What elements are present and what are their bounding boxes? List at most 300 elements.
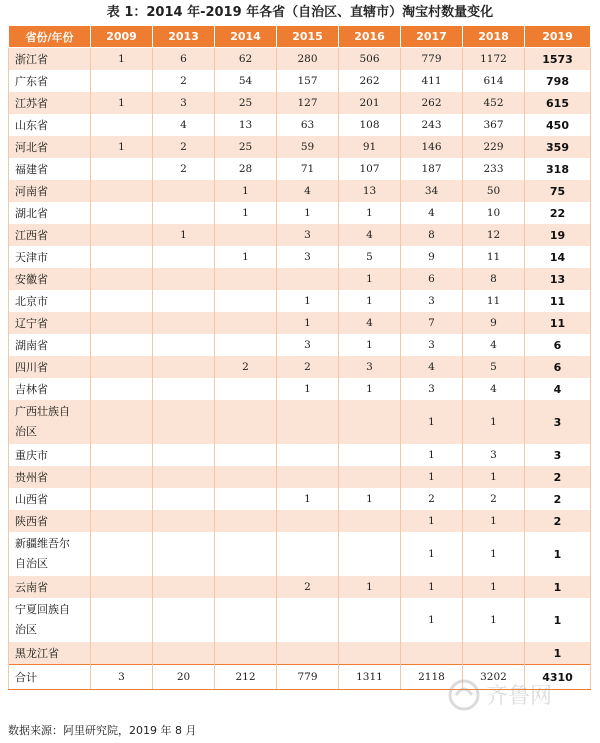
province-name: 黑龙江省 <box>15 647 59 660</box>
value-cell: 54 <box>215 70 277 92</box>
value-cell <box>91 312 153 334</box>
province-cell <box>9 312 91 334</box>
value-cell: 157 <box>277 70 339 92</box>
value-cell: 1 <box>277 378 339 400</box>
value-cell: 6 <box>401 268 463 290</box>
value-2019: 6 <box>525 334 591 356</box>
value-cell: 411 <box>401 70 463 92</box>
header-year: 2013 <box>153 26 215 48</box>
province-name: 重庆市 <box>15 449 48 462</box>
province-cell <box>9 92 91 114</box>
table-row <box>9 356 591 378</box>
table-row <box>9 114 591 136</box>
table-row <box>9 334 591 356</box>
value-cell: 8 <box>463 268 525 290</box>
value-2019: 3 <box>525 444 591 466</box>
value-cell <box>215 598 277 642</box>
value-cell: 233 <box>463 158 525 180</box>
value-cell <box>91 114 153 136</box>
value-cell: 1 <box>339 488 401 510</box>
table-row <box>9 642 591 665</box>
value-cell <box>215 290 277 312</box>
value-cell: 1 <box>91 48 153 71</box>
value-cell: 779 <box>401 48 463 71</box>
header-year: 2014 <box>215 26 277 48</box>
province-cell <box>9 158 91 180</box>
value-cell <box>91 268 153 290</box>
value-cell: 3 <box>277 224 339 246</box>
value-cell <box>339 466 401 488</box>
value-cell: 7 <box>401 312 463 334</box>
value-cell <box>215 224 277 246</box>
province-cell <box>9 378 91 400</box>
value-cell: 12 <box>463 224 525 246</box>
value-2019: 2 <box>525 488 591 510</box>
value-cell: 3 <box>153 92 215 114</box>
province-cell <box>9 576 91 598</box>
value-2019: 6 <box>525 356 591 378</box>
table-row <box>9 466 591 488</box>
value-cell: 367 <box>463 114 525 136</box>
province-name: 山东省 <box>15 119 48 132</box>
value-cell <box>91 598 153 642</box>
value-cell: 187 <box>401 158 463 180</box>
value-cell <box>91 70 153 92</box>
province-name: 治区 <box>15 623 37 636</box>
table-row <box>9 92 591 114</box>
value-cell: 280 <box>277 48 339 71</box>
value-cell: 1 <box>215 180 277 202</box>
value-cell <box>153 642 215 665</box>
province-name: 广东省 <box>15 75 48 88</box>
value-2019: 1 <box>525 576 591 598</box>
value-cell <box>153 334 215 356</box>
province-name: 江苏省 <box>15 97 48 110</box>
value-cell: 108 <box>339 114 401 136</box>
province-cell <box>9 246 91 268</box>
header-year: 2015 <box>277 26 339 48</box>
value-cell <box>215 576 277 598</box>
value-cell: 1 <box>339 290 401 312</box>
value-cell: 25 <box>215 136 277 158</box>
value-2019: 1573 <box>525 48 591 71</box>
value-2019: 2 <box>525 466 591 488</box>
value-cell: 1 <box>463 466 525 488</box>
province-name: 山西省 <box>15 493 48 506</box>
value-cell: 1172 <box>463 48 525 71</box>
value-cell: 2 <box>277 576 339 598</box>
value-cell <box>215 444 277 466</box>
province-cell <box>9 488 91 510</box>
value-2019: 450 <box>525 114 591 136</box>
value-cell <box>91 158 153 180</box>
value-2019: 11 <box>525 312 591 334</box>
value-cell: 1 <box>339 268 401 290</box>
value-2019: 14 <box>525 246 591 268</box>
table-row <box>9 312 591 334</box>
value-2019: 318 <box>525 158 591 180</box>
value-cell <box>91 510 153 532</box>
table-row <box>9 70 591 92</box>
province-cell <box>9 224 91 246</box>
province-cell <box>9 290 91 312</box>
value-cell: 2 <box>277 356 339 378</box>
value-cell: 1 <box>277 290 339 312</box>
value-cell: 262 <box>401 92 463 114</box>
value-cell: 1 <box>401 598 463 642</box>
value-cell <box>91 400 153 444</box>
value-cell <box>153 466 215 488</box>
province-cell <box>9 202 91 224</box>
value-cell: 2 <box>215 356 277 378</box>
value-cell <box>153 400 215 444</box>
value-cell: 2 <box>153 136 215 158</box>
value-cell <box>91 224 153 246</box>
value-cell <box>277 466 339 488</box>
value-cell <box>153 444 215 466</box>
value-cell <box>153 378 215 400</box>
value-cell <box>277 510 339 532</box>
province-name: 自治区 <box>15 557 48 570</box>
value-cell: 1 <box>215 202 277 224</box>
value-cell: 229 <box>463 136 525 158</box>
header-year: 2017 <box>401 26 463 48</box>
value-2019: 798 <box>525 70 591 92</box>
data-table <box>8 25 591 690</box>
value-2019: 615 <box>525 92 591 114</box>
value-cell: 127 <box>277 92 339 114</box>
total-value: 4310 <box>525 665 591 690</box>
value-cell: 3 <box>339 356 401 378</box>
province-cell <box>9 334 91 356</box>
value-cell <box>401 642 463 665</box>
value-cell <box>91 180 153 202</box>
province-name: 辽宁省 <box>15 317 48 330</box>
value-cell: 3 <box>277 334 339 356</box>
value-cell: 1 <box>277 488 339 510</box>
table-title: 表 1：2014 年-2019 年各省（自治区、直辖市）淘宝村数量变化 <box>106 5 494 20</box>
watermark-text: 齐鲁网 <box>486 684 553 709</box>
value-cell <box>277 598 339 642</box>
total-value: 20 <box>153 665 215 690</box>
value-2019: 359 <box>525 136 591 158</box>
total-label: 合计 <box>9 665 91 690</box>
value-cell <box>153 576 215 598</box>
table-row <box>9 444 591 466</box>
value-cell: 1 <box>91 136 153 158</box>
total-value: 3 <box>91 665 153 690</box>
value-cell: 11 <box>463 246 525 268</box>
source-note: 数据来源：阿里研究院，2019 年 8 月 <box>8 724 197 737</box>
province-name: 宁夏回族自 <box>15 603 70 616</box>
total-value: 2118 <box>401 665 463 690</box>
value-cell <box>339 642 401 665</box>
table-row <box>9 268 591 290</box>
value-cell: 10 <box>463 202 525 224</box>
province-name: 安徽省 <box>15 273 48 286</box>
value-cell: 1 <box>339 202 401 224</box>
value-cell <box>91 356 153 378</box>
value-cell: 5 <box>339 246 401 268</box>
province-cell <box>9 400 91 444</box>
province-name: 四川省 <box>15 361 48 374</box>
value-cell <box>339 444 401 466</box>
province-name: 浙江省 <box>15 53 48 66</box>
value-cell <box>91 466 153 488</box>
value-cell: 9 <box>401 246 463 268</box>
value-cell: 2 <box>153 70 215 92</box>
table-row <box>9 48 591 71</box>
value-cell <box>339 532 401 576</box>
province-name: 北京市 <box>15 295 48 308</box>
value-cell: 4 <box>401 202 463 224</box>
value-cell: 2 <box>463 488 525 510</box>
table-row <box>9 202 591 224</box>
value-cell: 243 <box>401 114 463 136</box>
province-name: 广西壮族自 <box>15 405 70 418</box>
province-name: 贵州省 <box>15 471 48 484</box>
value-cell: 1 <box>401 532 463 576</box>
header-year: 2009 <box>91 26 153 48</box>
value-2019: 11 <box>525 290 591 312</box>
province-name: 河北省 <box>15 141 48 154</box>
value-cell <box>91 642 153 665</box>
table-row <box>9 224 591 246</box>
value-2019: 1 <box>525 532 591 576</box>
value-cell <box>215 488 277 510</box>
value-2019: 4 <box>525 378 591 400</box>
value-cell: 4 <box>463 378 525 400</box>
value-cell <box>153 290 215 312</box>
value-2019: 75 <box>525 180 591 202</box>
table-row <box>9 136 591 158</box>
value-cell <box>339 510 401 532</box>
value-cell <box>215 378 277 400</box>
value-cell: 3 <box>463 444 525 466</box>
value-cell: 8 <box>401 224 463 246</box>
value-cell <box>339 598 401 642</box>
value-cell <box>91 532 153 576</box>
value-cell <box>153 356 215 378</box>
value-cell: 1 <box>277 312 339 334</box>
value-cell <box>277 400 339 444</box>
province-name: 福建省 <box>15 163 48 176</box>
value-cell <box>153 510 215 532</box>
value-cell <box>91 378 153 400</box>
value-cell: 28 <box>215 158 277 180</box>
value-cell: 1 <box>463 598 525 642</box>
value-cell: 1 <box>463 532 525 576</box>
header-year: 2018 <box>463 26 525 48</box>
value-cell: 1 <box>463 510 525 532</box>
value-cell: 13 <box>339 180 401 202</box>
value-cell: 1 <box>339 576 401 598</box>
value-cell: 506 <box>339 48 401 71</box>
value-cell <box>91 488 153 510</box>
province-cell <box>9 70 91 92</box>
province-name: 陕西省 <box>15 515 48 528</box>
province-name: 治区 <box>15 425 37 438</box>
value-cell: 50 <box>463 180 525 202</box>
province-cell <box>9 136 91 158</box>
table-row <box>9 576 591 598</box>
value-cell: 1 <box>153 224 215 246</box>
value-cell: 452 <box>463 92 525 114</box>
value-cell: 1 <box>401 510 463 532</box>
province-cell <box>9 268 91 290</box>
value-cell: 1 <box>401 444 463 466</box>
value-cell <box>153 202 215 224</box>
total-value: 1311 <box>339 665 401 690</box>
province-name: 江西省 <box>15 229 48 242</box>
value-cell: 1 <box>463 576 525 598</box>
value-cell <box>215 642 277 665</box>
value-cell <box>91 444 153 466</box>
table-row <box>9 246 591 268</box>
province-name: 湖北省 <box>15 207 48 220</box>
table-body <box>9 48 591 690</box>
province-cell <box>9 114 91 136</box>
total-value: 779 <box>277 665 339 690</box>
value-cell <box>91 290 153 312</box>
province-cell <box>9 510 91 532</box>
value-cell <box>91 202 153 224</box>
value-cell: 11 <box>463 290 525 312</box>
value-cell <box>215 334 277 356</box>
value-cell <box>277 268 339 290</box>
value-cell: 63 <box>277 114 339 136</box>
province-name: 新疆维吾尔 <box>15 537 70 550</box>
value-cell: 1 <box>215 246 277 268</box>
value-cell: 25 <box>215 92 277 114</box>
value-cell: 9 <box>463 312 525 334</box>
value-cell <box>215 312 277 334</box>
value-cell: 146 <box>401 136 463 158</box>
table-row <box>9 290 591 312</box>
province-name: 天津市 <box>15 251 48 264</box>
table-row <box>9 598 591 642</box>
table-row <box>9 488 591 510</box>
table-row <box>9 158 591 180</box>
header-year: 2016 <box>339 26 401 48</box>
value-cell: 4 <box>277 180 339 202</box>
value-cell: 1 <box>401 576 463 598</box>
value-2019: 1 <box>525 598 591 642</box>
value-cell: 5 <box>463 356 525 378</box>
value-cell <box>277 642 339 665</box>
value-cell: 4 <box>339 224 401 246</box>
value-cell: 59 <box>277 136 339 158</box>
province-cell <box>9 48 91 71</box>
value-cell <box>215 532 277 576</box>
value-cell <box>153 532 215 576</box>
value-cell: 3 <box>401 334 463 356</box>
value-cell: 1 <box>277 202 339 224</box>
value-cell: 2 <box>153 158 215 180</box>
value-cell <box>153 312 215 334</box>
province-cell <box>9 180 91 202</box>
value-cell: 107 <box>339 158 401 180</box>
value-cell: 1 <box>401 400 463 444</box>
value-cell: 1 <box>339 378 401 400</box>
value-2019: 2 <box>525 510 591 532</box>
value-cell: 262 <box>339 70 401 92</box>
province-cell <box>9 642 91 665</box>
header-province: 省份/年份 <box>9 26 91 48</box>
province-name: 湖南省 <box>15 339 48 352</box>
value-2019: 22 <box>525 202 591 224</box>
value-cell: 71 <box>277 158 339 180</box>
value-cell <box>277 444 339 466</box>
value-cell: 13 <box>215 114 277 136</box>
province-name: 吉林省 <box>15 383 48 396</box>
table-row <box>9 400 591 444</box>
value-cell: 201 <box>339 92 401 114</box>
value-cell <box>153 488 215 510</box>
province-cell <box>9 598 91 642</box>
province-cell <box>9 532 91 576</box>
value-cell: 1 <box>401 466 463 488</box>
value-cell: 1 <box>91 92 153 114</box>
value-2019: 3 <box>525 400 591 444</box>
total-value: 212 <box>215 665 277 690</box>
value-cell <box>91 246 153 268</box>
value-cell <box>153 598 215 642</box>
value-cell: 91 <box>339 136 401 158</box>
value-cell: 4 <box>339 312 401 334</box>
value-cell: 3 <box>401 290 463 312</box>
value-cell: 3 <box>401 378 463 400</box>
table-row <box>9 532 591 576</box>
value-cell <box>215 466 277 488</box>
province-cell <box>9 466 91 488</box>
value-cell <box>153 180 215 202</box>
total-value: 3202 <box>463 665 525 690</box>
value-cell: 3 <box>277 246 339 268</box>
value-cell <box>215 268 277 290</box>
value-2019: 1 <box>525 642 591 665</box>
watermark-logo <box>446 675 586 715</box>
table-row <box>9 378 591 400</box>
value-cell <box>91 334 153 356</box>
value-cell <box>215 400 277 444</box>
value-cell: 4 <box>153 114 215 136</box>
value-cell: 34 <box>401 180 463 202</box>
table-row <box>9 510 591 532</box>
value-cell <box>153 268 215 290</box>
value-cell: 62 <box>215 48 277 71</box>
value-cell: 6 <box>153 48 215 71</box>
value-cell: 614 <box>463 70 525 92</box>
province-cell <box>9 444 91 466</box>
province-cell <box>9 356 91 378</box>
value-cell <box>215 510 277 532</box>
header-year: 2019 <box>525 26 591 48</box>
value-2019: 19 <box>525 224 591 246</box>
header-row <box>9 26 591 48</box>
value-cell: 4 <box>401 356 463 378</box>
value-cell <box>153 246 215 268</box>
value-cell <box>339 400 401 444</box>
value-cell: 2 <box>401 488 463 510</box>
table-row <box>9 180 591 202</box>
value-cell <box>277 532 339 576</box>
province-name: 河南省 <box>15 185 48 198</box>
value-cell <box>463 642 525 665</box>
value-2019: 13 <box>525 268 591 290</box>
value-cell <box>91 576 153 598</box>
value-cell: 1 <box>463 400 525 444</box>
